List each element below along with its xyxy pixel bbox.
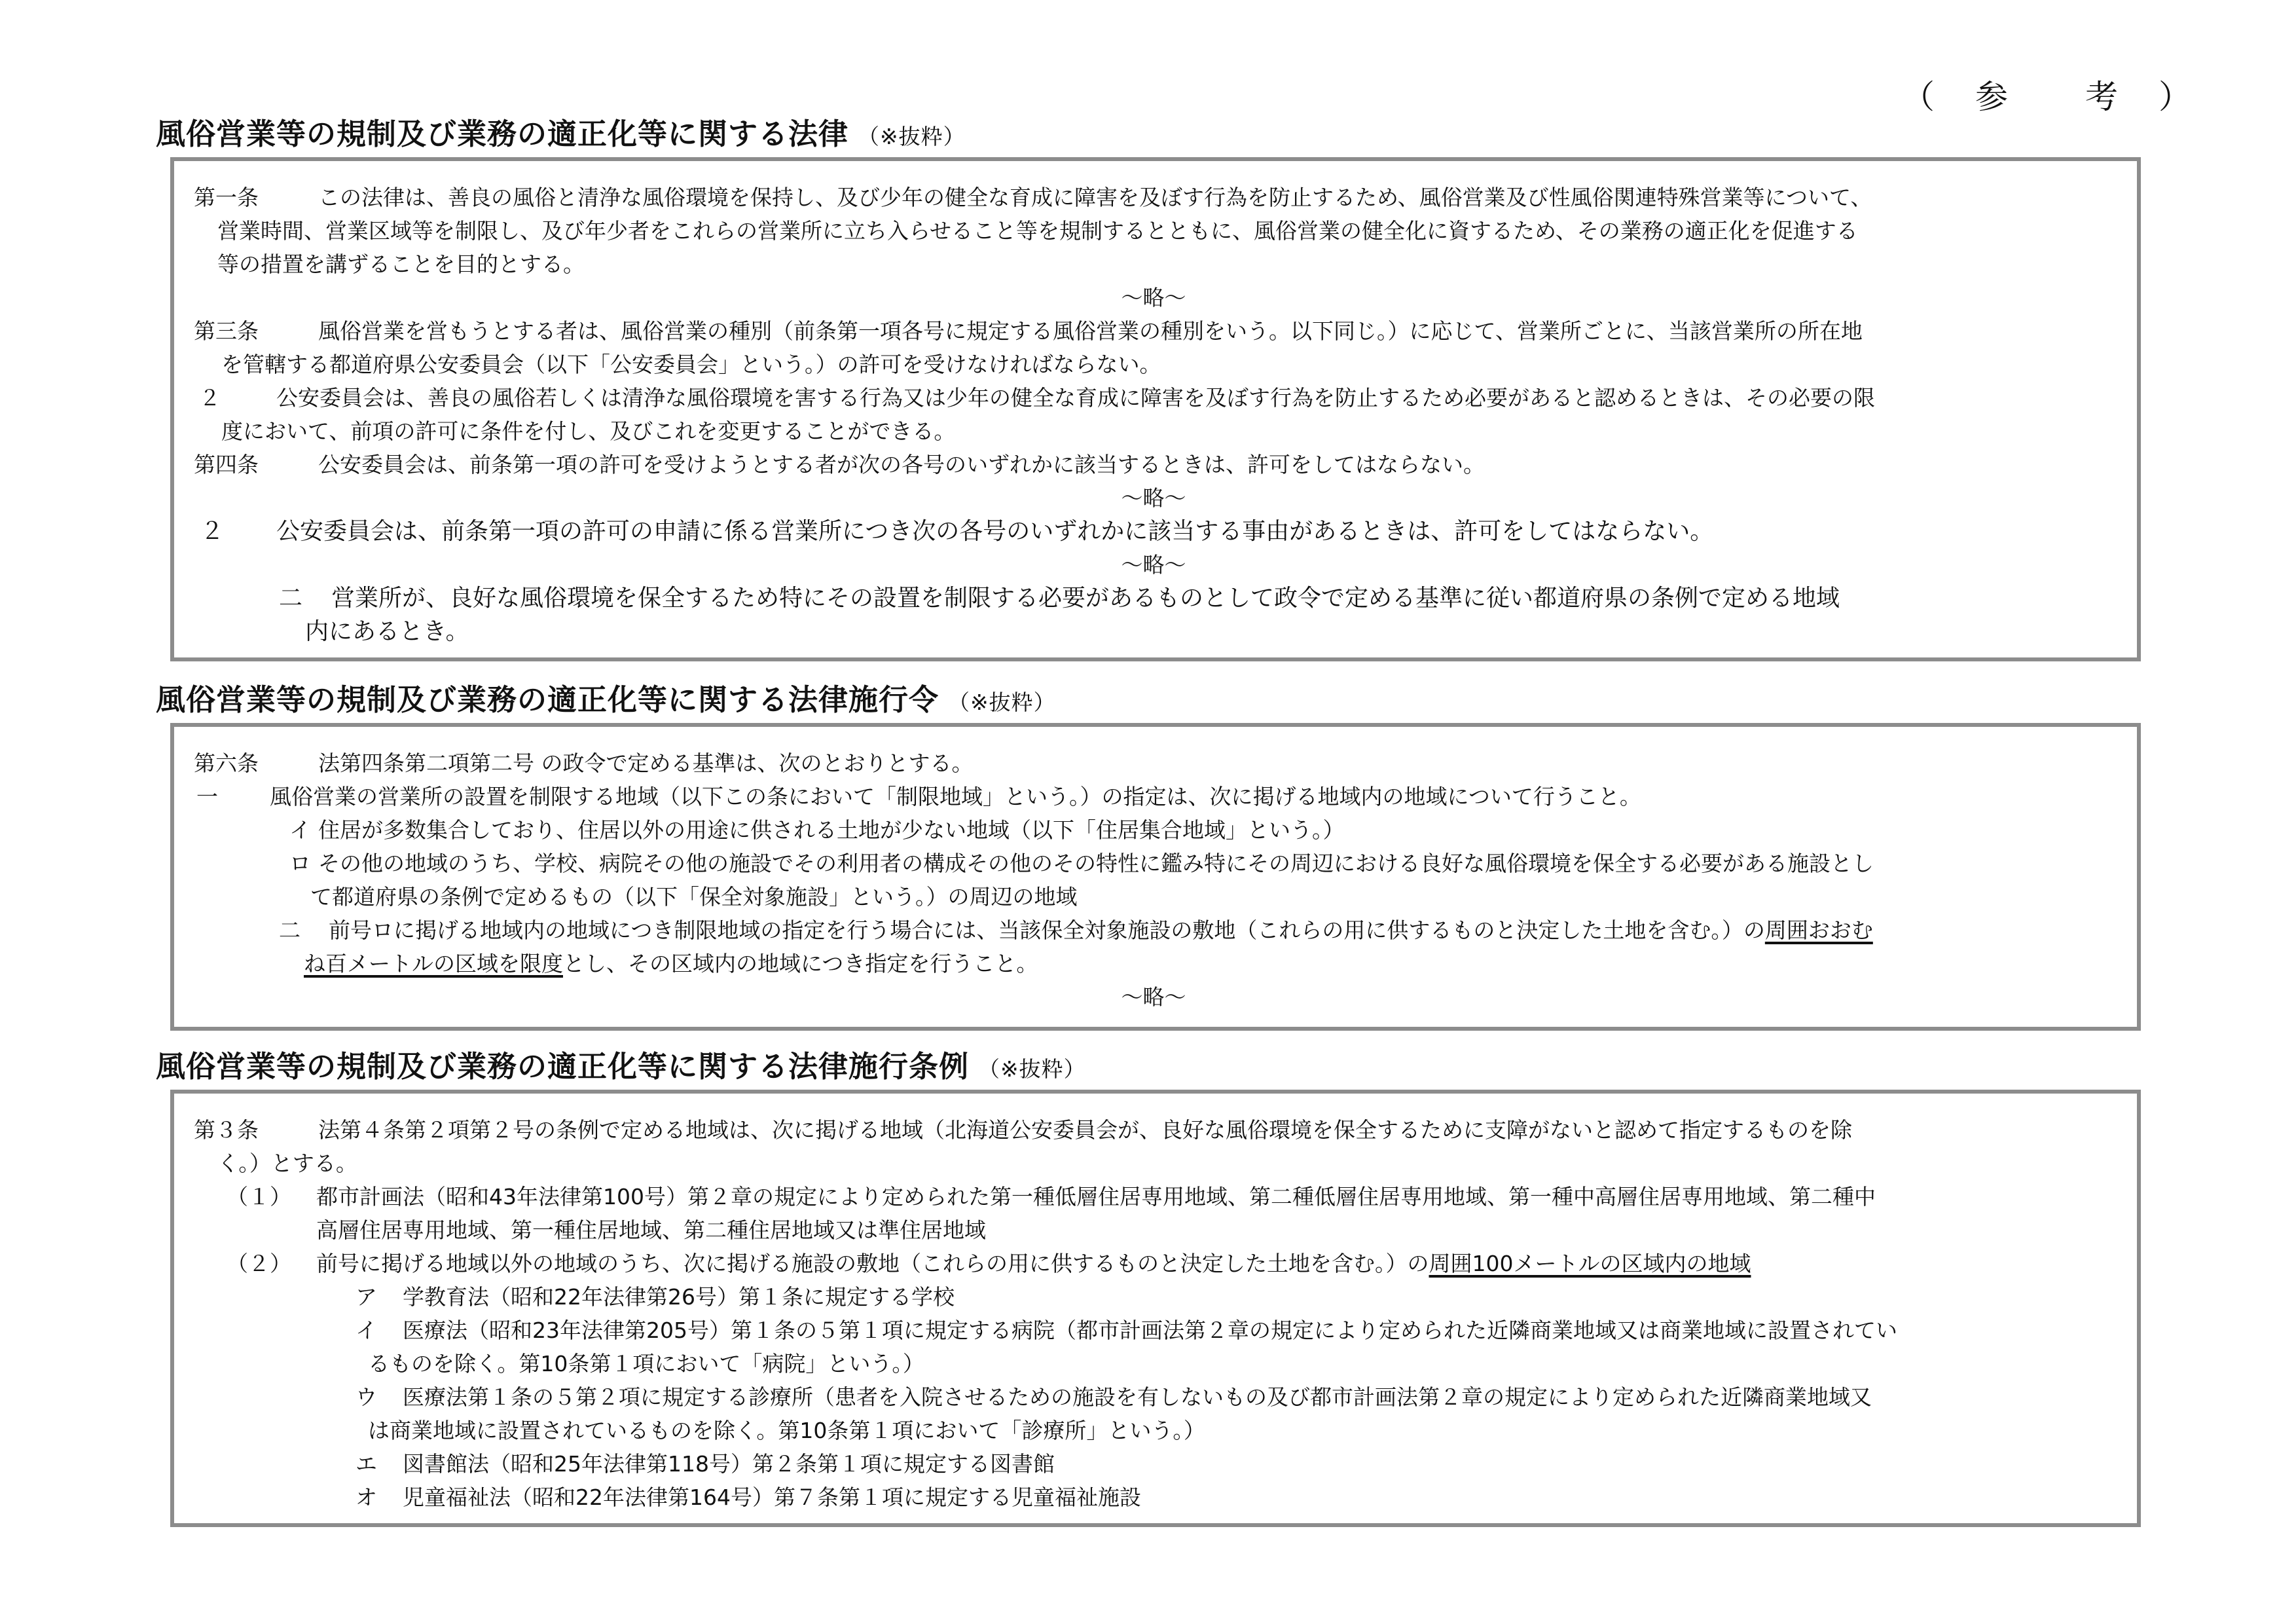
item-line: 高層住居専用地域、第一種住居地域、第二種住居地域又は準住居地域 [316,1217,986,1243]
article-line [194,448,2113,481]
item-number: （２） [227,1251,291,1276]
section-title-text: 風俗営業等の規制及び業務の適正化等に関する法律施行条例 [156,1049,970,1084]
article-line: く。）とする。 [217,1151,357,1176]
paragraph-number: ２ [200,518,225,545]
item-line [194,581,2113,615]
subitem-number: ウ [355,1384,377,1410]
item-text: とし、その区域内の地域につき指定を行うこと。 [563,951,1038,976]
section-title-law [156,110,966,153]
item-text: 前号に掲げる地域以外の地域のうち、次に掲げる施設の敷地（これらの用に供するものと決定した土地を含む。）の [316,1251,1429,1276]
article-number: 第四条 [194,452,259,477]
item-line: 内にあるとき。 [305,618,469,645]
subitem-line: て都道府県の条例で定めるもの（以下「保全対象施設」という。）の周辺の地域 [310,884,1078,910]
subitem-line: るものを除く。第10条第１項において「病院」という。） [368,1351,924,1376]
paragraph-text: 公安委員会は、前条第一項の許可の申請に係る営業所につき次の各号のいずれかに該当する事由があるときは、許可をしてはならない。 [276,518,1714,545]
section-title-order [156,676,1056,718]
section-title-ordinance [156,1043,1086,1085]
item-number: 二 [279,917,301,943]
subitem-number: ア [355,1284,377,1310]
article-number: 第３条 [194,1117,259,1143]
reference-label: （ 参 考 ） [1902,78,2195,116]
paragraph-line [194,515,2113,548]
item-number: 二 [279,585,303,612]
article-text: 法第四条第二項第二号 の政令で定める基準は、次のとおりとする。 [318,750,974,776]
ordinance-excerpt-box [170,1090,2141,1527]
subitem-line [194,1280,2113,1314]
subitem-line [194,1447,2113,1481]
subitem-line [194,813,2113,847]
subitem-number: イ [289,817,311,843]
excerpt-note: （※抜粋） [948,690,1056,715]
item-text: 都市計画法（昭和43年法律第100号）第２章の規定により定められた第一種低層住居専用地域、第二種低層住居専用地域、第一種中高層住居専用地域、第二種中 [316,1184,1876,1209]
subitem-text: 医療法第１条の５第２項に規定する診療所（患者を入院させるための施設を有しないもの及び都市計画法第２章の規定により定められた近隣商業地域又 [403,1384,1872,1410]
item-line [194,1180,2113,1213]
subitem-line [194,1380,2113,1414]
section-title-text: 風俗営業等の規制及び業務の適正化等に関する法律 [156,117,849,151]
omission-mark: ～略～ [1121,485,1186,511]
item-line [194,913,2113,947]
subitem-text: 住居が多数集合しており、住居以外の用途に供される土地が少ない地域（以下「住居集合地域」という。） [318,817,1345,843]
subitem-number: オ [355,1485,377,1510]
subitem-text: 児童福祉法（昭和22年法律第164号）第７条第１項に規定する児童福祉施設 [403,1485,1141,1510]
excerpt-note: （※抜粋） [978,1056,1086,1082]
subitem-line: は商業地域に設置されているものを除く。第10条第１項において「診療所」という。） [368,1418,1205,1443]
law-excerpt-box [170,157,2141,661]
item-text: 営業所が、良好な風俗環境を保全するため特にその設置を制限する必要があるものとして政令で定める基準に従い都道府県の条例で定める地域 [331,585,1840,612]
subitem-text: 図書館法（昭和25年法律第118号）第２条第１項に規定する図書館 [403,1451,1055,1477]
omission-mark: ～略～ [1121,984,1186,1010]
subitem-line [194,1314,2113,1347]
item-line [194,1247,2113,1280]
paragraph-line [194,381,2113,415]
item-number: （１） [227,1184,291,1209]
article-line [194,1113,2113,1147]
article-line [194,747,2113,780]
article-number: 第三条 [194,318,259,344]
omission-mark: ～略～ [1121,285,1186,310]
underlined-text: ね百メートルの区域を限度 [304,951,563,976]
subitem-text: 医療法（昭和23年法律第205号）第１条の５第１項に規定する病院（都市計画法第２章の規定により定められた近隣商業地域又は商業地域に設置されてい [403,1318,1897,1343]
item-line [194,947,2113,980]
omission-mark: ～略～ [1121,552,1186,578]
article-line: 営業時間、営業区域等を制限し、及び年少者をこれらの営業所に立ち入らせること等を規制するとともに、風俗営業の健全化に資するため、その業務の適正化を促進する [217,218,1858,244]
subitem-line [194,847,2113,880]
subitem-line [194,1481,2113,1514]
item-text: 風俗営業の営業所の設置を制限する地域（以下この条において「制限地域」という。）の指定は、次に掲げる地域内の地域について行うこと。 [270,784,1641,809]
article-text: 法第４条第２項第２号の条例で定める地域は、次に掲げる地域（北海道公安委員会が、良好な風俗環境を保全するために支障がないと認めて指定するものを除 [318,1117,1852,1143]
article-text: 風俗営業を営もうとする者は、風俗営業の種別（前条第一項各号に規定する風俗営業の種別をいう。以下同じ。）に応じて、営業所ごとに、当該営業所の所在地 [318,318,1863,344]
excerpt-note: （※抜粋） [858,124,966,149]
item-number: 一 [196,784,218,809]
article-line: 等の措置を講ずることを目的とする。 [217,251,585,277]
subitem-number: イ [355,1318,377,1343]
subitem-text: その他の地域のうち、学校、病院その他の施設でその利用者の構成その他のその特性に鑑み特にその周辺における良好な風俗環境を保全する必要がある施設とし [318,851,1874,876]
article-text: 公安委員会は、前条第一項の許可を受けようとする者が次の各号のいずれかに該当するときは、許可をしてはならない。 [318,452,1485,477]
paragraph-text: 公安委員会は、善良の風俗若しくは清浄な風俗環境を害する行為又は少年の健全な育成に障害を及ぼす行為を防止するため必要があると認めるときは、その必要の限 [276,385,1875,411]
paragraph-number: ２ [199,385,221,411]
underlined-text: 周囲おおむ [1764,917,1873,943]
article-line [194,314,2113,348]
article-text: この法律は、善良の風俗と清浄な風俗環境を保持し、及び少年の健全な育成に障害を及ぼす行為を防止するため、風俗営業及び性風俗関連特殊営業等について、 [318,185,1872,210]
underlined-text: 周囲100メートルの区域内の地域 [1429,1251,1751,1276]
article-line [194,181,2113,214]
article-number: 第一条 [194,185,259,210]
order-excerpt-box [170,723,2141,1031]
subitem-number: エ [355,1451,377,1477]
section-title-text: 風俗営業等の規制及び業務の適正化等に関する法律施行令 [156,682,939,717]
article-number: 第六条 [194,750,259,776]
paragraph-line: 度において、前項の許可に条件を付し、及びこれを変更することができる。 [221,418,956,444]
item-line [194,780,2113,813]
subitem-text: 学教育法（昭和22年法律第26号）第１条に規定する学校 [403,1284,955,1310]
item-text: 前号ロに掲げる地域内の地域につき制限地域の指定を行う場合には、当該保全対象施設の敷地（これらの用に供するものと決定した土地を含む。）の [329,917,1765,943]
article-line: を管轄する都道府県公安委員会（以下「公安委員会」という。）の許可を受けなければならない。 [221,352,1161,377]
subitem-number: ロ [289,851,311,876]
